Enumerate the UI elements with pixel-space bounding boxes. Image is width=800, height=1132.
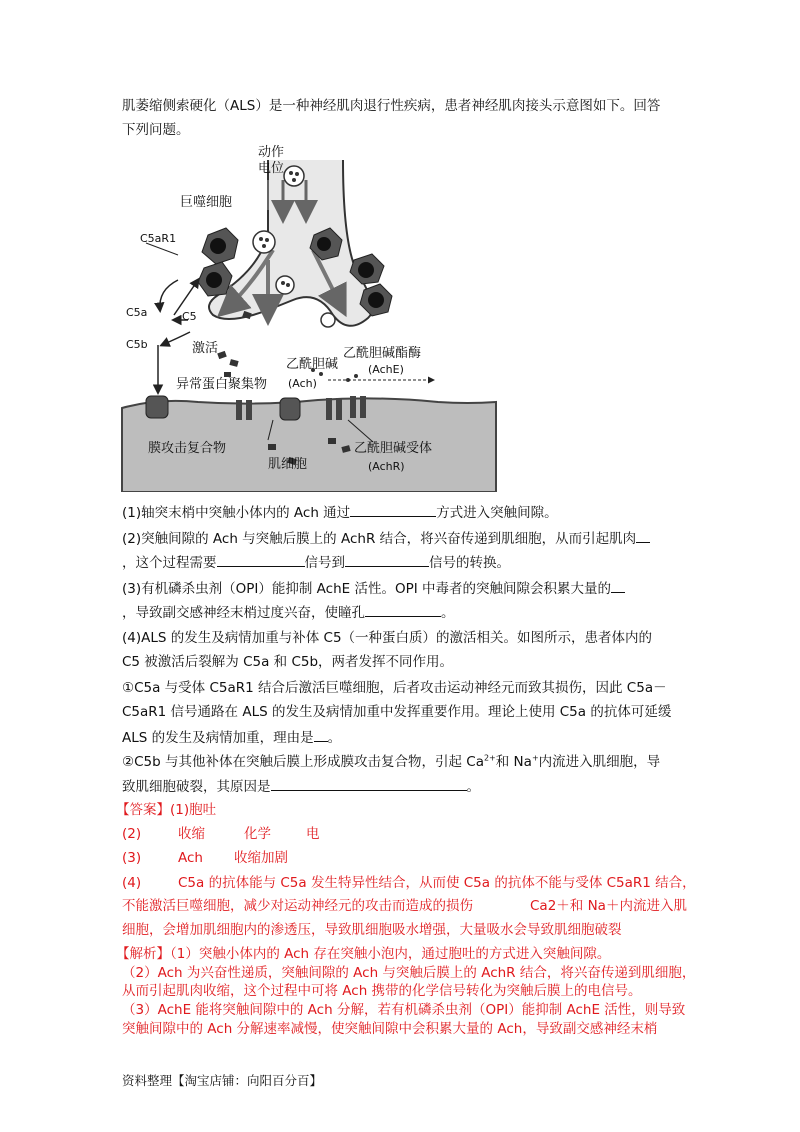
- vesicle: [284, 166, 304, 186]
- question-2: (2)突触间隙的 Ach 与突触后膜上的 AchR 结合，将兴奋传递到肌细胞，从而引起肌肉: [122, 529, 650, 548]
- label-c5a: C5a: [126, 306, 148, 319]
- label-ache-abbr: (AchE): [368, 363, 404, 376]
- label-muscle: 肌细胞: [268, 457, 308, 472]
- footer: 资料整理【淘宝店铺：向阳百分百】: [122, 1073, 323, 1088]
- label-action-potential-1: 动作: [258, 145, 285, 160]
- label-ach: 乙酰胆碱: [286, 357, 339, 372]
- analysis-tag: 【解析】: [116, 946, 170, 962]
- label-c5ar1: C5aR1: [140, 232, 177, 245]
- label-action-potential-2: 电位: [258, 161, 285, 176]
- question-3-cont: ，导致副交感神经末梢过度兴奋，使瞳孔 。: [122, 605, 455, 621]
- answer-3-num: (3): [122, 850, 142, 866]
- question-4-e: ALS 的发生及病情加重，理由是 。: [122, 730, 342, 746]
- question-4-g: ②C5b 与其他补体在突触后膜上形成膜攻击复合物，引起 $Ca^{2+}$和 Na+内流进入肌细胞，导: [122, 753, 661, 770]
- answer-blank[interactable]: [314, 728, 328, 742]
- answer-blank[interactable]: [350, 503, 436, 517]
- question-4-d: C5aR1 信号通路在 ALS 的发生及病情加重中发挥重要作用。理论上使用 C5a 的抗体可延缓: [122, 704, 672, 720]
- answer-2-1: 收缩: [178, 826, 205, 842]
- label-c5: C5: [182, 310, 197, 323]
- answer-blank[interactable]: [636, 529, 650, 543]
- vesicle: [253, 231, 275, 253]
- answer-2-2: 化学: [244, 826, 271, 842]
- question-3: (3)有机磷杀虫剂（OPI）能抑制 AchE 活性。OPI 中毒者的突触间隙会积累大量的: [122, 579, 625, 598]
- macrophage-1: [202, 228, 238, 264]
- answer-blank[interactable]: [217, 553, 305, 567]
- question-4-h: 致肌细胞破裂，其原因是 。: [122, 779, 480, 795]
- label-activate: 激活: [192, 341, 219, 356]
- answer-3-1: Ach: [178, 850, 203, 866]
- analysis-line-2: （2）Ach 为兴奋性递质，突触间隙的 Ach 与突触后膜上的 AchR 结合，将兴奋传递到肌细胞，: [122, 965, 696, 981]
- question-1: (1)轴突末梢中突触小体内的 Ach 通过 方式进入突触间隙。: [122, 505, 558, 521]
- label-c5b: C5b: [126, 338, 148, 351]
- label-achr-abbr: (AchR): [368, 460, 405, 473]
- intro-line-2: 下列问题。: [122, 122, 190, 138]
- question-4-b: C5 被激活后裂解为 C5a 和 C5b，两者发挥不同作用。: [122, 654, 454, 670]
- membrane-attack-complex: [146, 396, 168, 418]
- answer-4-line-2a: 不能激活巨噬细胞，减少对运动神经元的攻击而造成的损伤: [122, 898, 473, 914]
- answer-2-num: (2): [122, 826, 142, 842]
- answer-tag: 【答案】: [116, 802, 170, 818]
- junction-diagram: [118, 140, 498, 492]
- answer-2-3: 电: [306, 826, 320, 842]
- answer-4-line-1: C5a 的抗体能与 C5a 发生特异性结合，从而使 C5a 的抗体不能与受体 C5aR1 结合，: [178, 875, 696, 891]
- label-ach-abbr: (Ach): [288, 377, 317, 390]
- analysis-line-5: 突触间隙中的 Ach 分解速率减慢，使突触间隙中会积累大量的 Ach，导致副交感神经末梢: [122, 1021, 658, 1037]
- intro-line-1: 肌萎缩侧索硬化（ALS）是一种神经肌肉退行性疾病，患者神经肌肉接头示意图如下。回答: [122, 98, 661, 114]
- answer-line-1: 【答案】(1)胞吐: [116, 802, 217, 818]
- label-mac: 膜攻击复合物: [148, 441, 227, 456]
- macrophage-2: [198, 262, 232, 296]
- answer-4-num: (4): [122, 875, 142, 891]
- label-macrophage: 巨噬细胞: [180, 195, 233, 210]
- answer-blank[interactable]: [611, 579, 625, 593]
- answer-4-line-3: 细胞，会增加肌细胞内的渗透压，导致肌细胞吸水增强，大量吸水会导致肌细胞破裂: [122, 922, 622, 938]
- label-aggregate: 异常蛋白聚集物: [176, 377, 268, 392]
- question-4-c: ①C5a 与受体 C5aR1 结合后激活巨噬细胞，后者攻击运动神经元而致其损伤，因此 C5a－: [122, 680, 667, 696]
- vesicle: [276, 276, 294, 294]
- label-achr: 乙酰胆碱受体: [354, 441, 433, 456]
- answer-blank[interactable]: [345, 553, 429, 567]
- answer-blank[interactable]: [365, 603, 441, 617]
- neuromuscular-junction-figure: [118, 140, 498, 492]
- answer-3-2: 收缩加剧: [234, 850, 288, 866]
- analysis-line-4: （3）AchE 能将突触间隙中的 Ach 分解，若有机磷杀虫剂（OPI）能抑制 AchE 活性，则导致: [122, 1002, 686, 1018]
- answer-blank[interactable]: [271, 777, 467, 791]
- analysis-line-1: 【解析】（1）突触小体内的 Ach 存在突触小泡内，通过胞吐的方式进入突触间隙。: [116, 946, 611, 962]
- answer-4-line-2b: Ca2＋和 Na＋内流进入肌: [530, 898, 687, 914]
- label-ache: 乙酰胆碱酯酶: [343, 346, 422, 361]
- question-2-cont: ，这个过程需要 信号到 信号的转换。: [122, 555, 510, 571]
- question-4-a: (4)ALS 的发生及病情加重与补体 C5（一种蛋白质）的激活相关。如图所示，患者体内的: [122, 630, 653, 646]
- analysis-line-3: 从而引起肌肉收缩，这个过程中可将 Ach 携带的化学信号转化为突触后膜上的电信号。: [122, 983, 642, 999]
